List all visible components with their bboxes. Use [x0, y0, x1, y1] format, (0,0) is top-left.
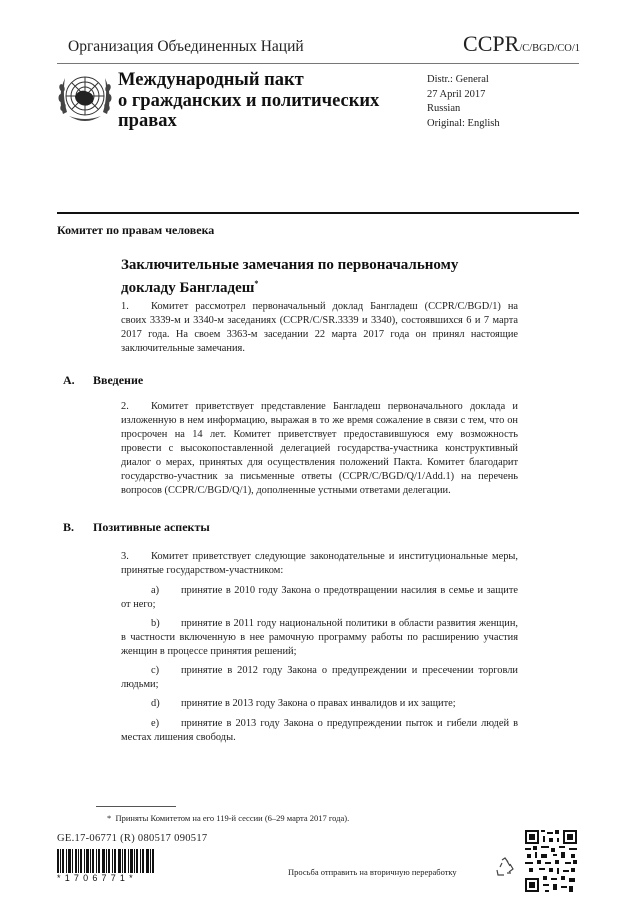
footnote-rule: [96, 806, 176, 807]
item-label: c): [151, 665, 160, 676]
heading-line: Заключительные замечания по первоначальному: [121, 257, 459, 273]
un-emblem-icon: [55, 66, 115, 128]
paragraph-3: [121, 550, 518, 578]
list-item-c: [121, 664, 518, 692]
header-rule: [57, 63, 579, 64]
paragraph-text: Комитет приветствует следующие законодательные и институциональные меры, принятые государством-участником:: [121, 551, 518, 576]
footnote: [107, 813, 349, 823]
footnote-reference[interactable]: *: [254, 278, 259, 288]
symbol-suffix: /C/BGD/CO/1: [519, 43, 580, 54]
section-letter: B.: [63, 520, 75, 534]
qr-code-icon[interactable]: [525, 830, 577, 892]
section-title: Позитивные аспекты: [93, 520, 210, 534]
section-b-heading: [63, 520, 210, 535]
item-text: принятие в 2012 году Закона о предупреждении и пресечении торговли людьми;: [121, 665, 518, 690]
paragraph-text: Комитет приветствует представление Бангладеш первоначального доклада и изложенную в нем информацию, выражая в то же время сожаление в связи с тем, что он просрочен на 14 лет. Комитет приветствует предоставившуюся ему возможность провести с высокопоставленной делегацией государства-участника конструктивный диалог о мерах, принятых для осуществления положений Пакта. Комитет благодарит государство-участник за письменные ответы (CCPR/C/BGD/Q/1/Add.1) на перечень вопросов (CCPR/C/BGD/Q/1), дополненные устными ответами делегации.: [121, 401, 518, 496]
list-item-e: [121, 717, 518, 745]
item-text: принятие в 2011 году национальной политики в области развития женщин, в частности включенную в нее рамочную программу работы по расширению участия женщин в процессе принятия решений;: [121, 618, 518, 657]
recycle-icon: [494, 856, 516, 878]
footnote-mark: *: [107, 813, 112, 823]
organization-name: Организация Объединенных Наций: [68, 38, 304, 55]
title-line: Международный пакт: [118, 70, 304, 90]
item-text: принятие в 2010 году Закона о предотвращении насилия в семье и защите от него;: [121, 585, 518, 610]
item-label: a): [151, 585, 160, 596]
title-line: о гражданских и политических: [118, 90, 380, 111]
date-line: 27 April 2017: [427, 88, 486, 100]
recycle-notice: Просьба отправить на вторичную переработку: [288, 867, 457, 877]
paragraph-number: 3.: [121, 551, 129, 562]
document-heading: [121, 256, 458, 297]
item-text: принятие в 2013 году Закона о правах инвалидов и их защите;: [181, 698, 456, 709]
list-item-d: [121, 697, 518, 711]
section-title: Введение: [93, 373, 144, 387]
distribution-info: [427, 73, 500, 131]
list-item-a: [121, 584, 518, 612]
language-line: Russian: [427, 103, 461, 114]
distr-line: Distr.: General: [427, 74, 489, 85]
item-label: d): [151, 698, 160, 709]
footnote-text: Приняты Комитетом на его 119-й сессии (6–29 марта 2017 года).: [115, 813, 350, 823]
paragraph-number: 2.: [121, 401, 129, 412]
title-line: правах: [118, 111, 177, 131]
paragraph-2: [121, 400, 518, 498]
item-label: e): [151, 718, 160, 729]
barcode-icon: [57, 849, 154, 873]
committee-name: Комитет по правам человека: [57, 223, 215, 237]
paragraph-number: 1.: [121, 301, 129, 312]
section-a-heading: [63, 373, 143, 388]
paragraph-text: Комитет рассмотрел первоначальный доклад Бангладеш (CCPR/C/BGD/1) на своих 3339-м и 3340-м заседаниях (CCPR/C/SR.3339 и 3340), состоявшихся 6 и 7 марта 2017 года. На своем 3363-м заседании 22 марта 2017 года он принял настоящие заключительные замечания.: [121, 301, 518, 354]
document-symbol: [463, 31, 580, 57]
barcode-number: *1706771*: [57, 873, 137, 883]
item-text: принятие в 2013 году Закона о предупреждении пыток и гибели людей в местах лишения свободы.: [121, 718, 518, 743]
job-number: GE.17-06771 (R) 080517 090517: [57, 833, 208, 844]
item-label: b): [151, 618, 160, 629]
treaty-title: [118, 70, 379, 132]
paragraph-1: [121, 300, 518, 356]
original-language-line: Original: English: [427, 117, 500, 129]
heading-line: докладу Бангладеш: [121, 279, 255, 296]
symbol-main: CCPR: [463, 31, 520, 56]
section-rule: [57, 212, 579, 214]
list-item-b: [121, 617, 518, 659]
section-letter: A.: [63, 373, 75, 387]
